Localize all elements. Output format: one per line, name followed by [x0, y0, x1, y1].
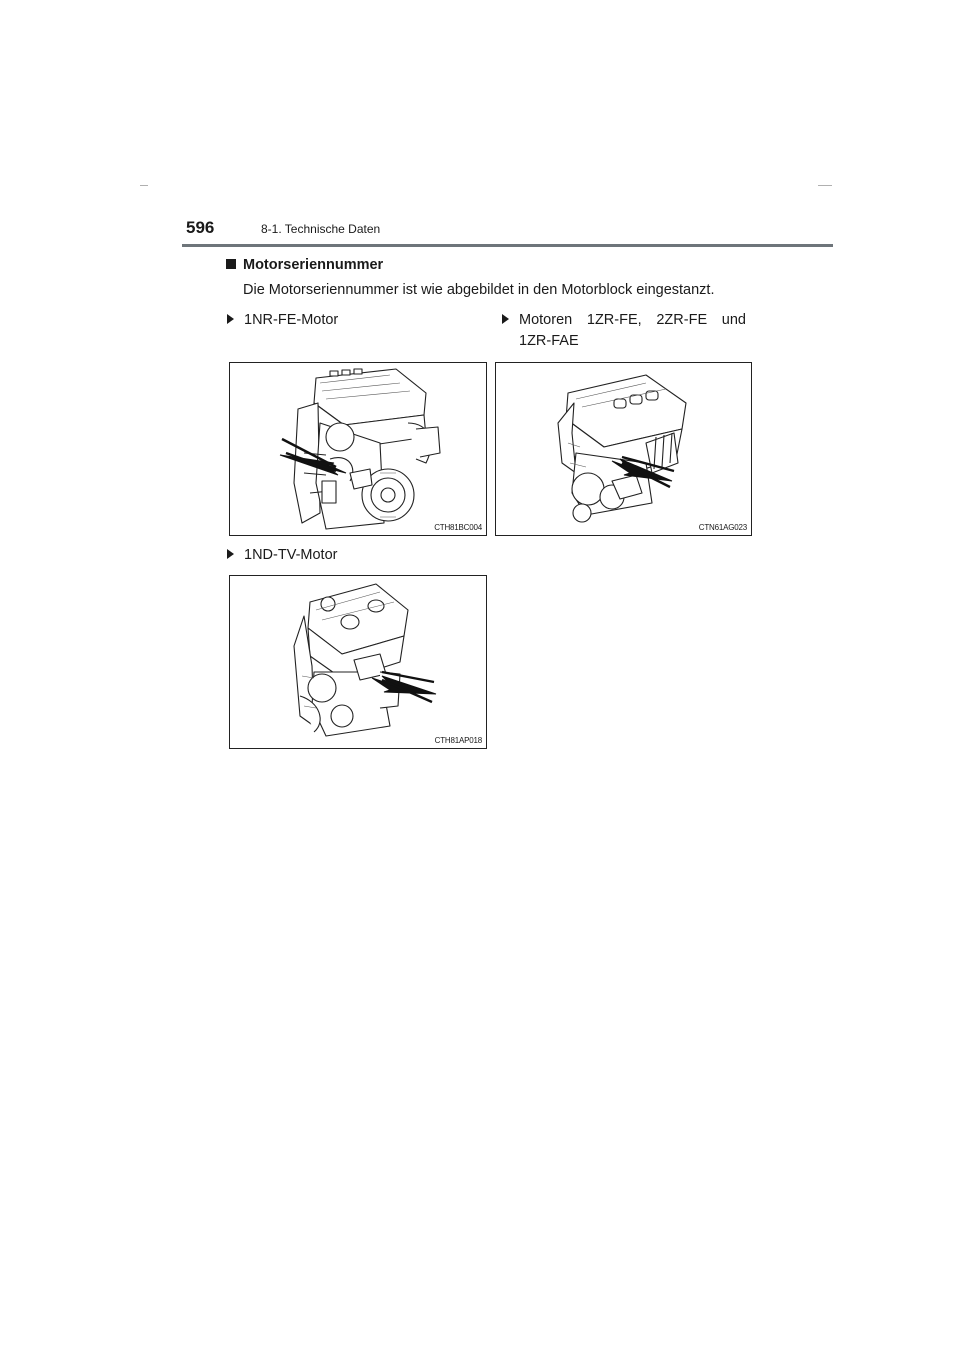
figure-1nr-fe-engine	[229, 362, 487, 536]
figure-code: CTH81AP018	[434, 736, 482, 745]
triangle-bullet-icon	[227, 314, 234, 324]
figure-zr-engines	[495, 362, 752, 536]
section-heading-text: Motorseriennummer	[243, 257, 384, 273]
figure-code: CTH81BC004	[434, 523, 482, 532]
header-rule	[182, 244, 833, 247]
page-number: 596	[186, 218, 215, 237]
engine-1nr-illustration	[230, 363, 486, 535]
triangle-bullet-icon	[227, 549, 234, 559]
triangle-bullet-icon	[502, 314, 509, 324]
engine-label-zr: Motoren 1ZR-FE, 2ZR-FE und 1ZR-FAE	[502, 310, 746, 352]
crop-mark-left	[140, 185, 148, 186]
section-intro: Die Motorseriennummer ist wie abgebildet in den Motorblock eingestanzt.	[243, 282, 715, 298]
square-bullet-icon	[226, 259, 236, 269]
section-heading	[226, 257, 383, 273]
crop-mark-right	[818, 185, 832, 186]
engine-1nd-illustration	[230, 576, 486, 748]
figure-1nd-tv-engine	[229, 575, 487, 749]
chapter-title: 8-1. Technische Daten	[261, 222, 381, 236]
engine-zr-illustration	[496, 363, 751, 535]
engine-label-1nr: 1NR-FE-Motor	[227, 310, 477, 331]
figure-code: CTN61AG023	[698, 523, 747, 532]
engine-label-1nd: 1ND-TV-Motor	[227, 545, 477, 566]
